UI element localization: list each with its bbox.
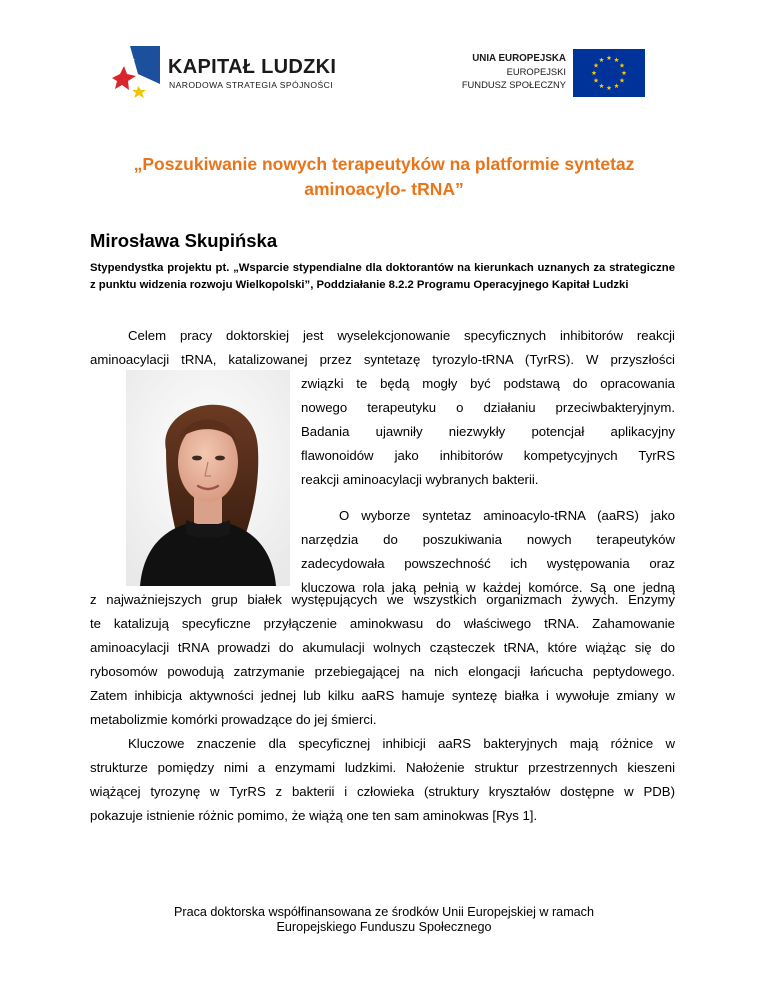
eu-line-2: EUROPEJSKI	[506, 66, 566, 77]
paragraph-line: te katalizują specyficzne przyłączenie aminokwasu do właściwego tRNA. Zahamowanie	[90, 616, 675, 631]
paragraph-line: narzędzia do poszukiwania nowych terapeutyków	[301, 532, 675, 547]
eu-flag	[573, 49, 645, 97]
document-title	[80, 152, 688, 202]
paragraph-line: metabolizmie komórki prowadzące do jej śmierci.	[90, 712, 377, 727]
paragraph-line: Celem pracy doktorskiej jest wyselekcjonowanie specyficznych inhibitorów reakcji	[128, 328, 675, 343]
paragraph-line: Zatem inhibicja aktywności jednej lub kilku aaRS hamuje syntezę białka i wywołuje zmiany w	[90, 688, 675, 703]
paragraph-line: aminoacylacji tRNA, katalizowanej przez syntetazę tyrozylo-tRNA (TyrRS). W przyszłości	[90, 352, 675, 367]
title-line-2: aminoacylo- tRNA”	[304, 179, 464, 199]
eu-line-1: UNIA EUROPEJSKA	[472, 53, 566, 64]
title-line-1: „Poszukiwanie nowych terapeutyków na platformie syntetaz	[133, 154, 635, 174]
eu-logo-text	[452, 52, 566, 91]
paragraph-line: wiążącej tyrozynę w TyrRS z bakterii i człowieka (struktury kryształów dostępne w PDB)	[90, 784, 675, 799]
paragraph-line: flawonoidów jako inhibitorów kompetycyjnych TyrRS	[301, 448, 675, 463]
portrait-photo	[126, 370, 290, 586]
paragraph-line: rybosomów powodują zatrzymanie przebiegającej na nich elongacji łańcucha peptydowego.	[90, 664, 675, 679]
paragraph-line: z najważniejszych grup białek występujących we wszystkich organizmach żywych. Enzymy	[90, 592, 675, 607]
paragraph-specificity	[90, 732, 675, 828]
paragraph-line: Kluczowe znaczenie dla specyficznej inhibicji aaRS bakteryjnych mają różnice w	[128, 736, 675, 751]
eu-line-3: FUNDUSZ SPOŁECZNY	[461, 79, 566, 90]
paragraph-line: reakcji aminoacylacji wybranych bakterii.	[301, 472, 539, 487]
paragraph-line: strukturze pomiędzy nimi a enzymami ludzkimi. Nałożenie struktur przestrzennych kieszeni	[90, 760, 675, 775]
paragraph-line: zadecydowała powszechność ich występowania oraz	[301, 556, 675, 571]
logo-red-star	[112, 66, 136, 90]
paragraph-intro	[90, 324, 675, 372]
footer-line-2: Europejskiego Funduszu Społecznego	[276, 920, 492, 934]
paragraph-line: O wyborze syntetaz aminoacylo-tRNA (aaRS) jako	[339, 508, 675, 523]
funding-note: Stypendystka projektu pt. „Wsparcie stypendialne dla doktorantów na kierunkach uznanych za strategiczne z punktu widzenia rozwoju Wielkopolski”, Poddziałanie 8.2.2 Programu Operacyjnego Kapitał Ludzki	[90, 262, 675, 291]
kapital-ludzki-subtitle: NARODOWA STRATEGIA SPÓJNOŚCI	[169, 80, 333, 90]
kapital-ludzki-title: KAPITAŁ LUDZKI	[168, 56, 337, 78]
logo-blue-shape	[130, 46, 160, 84]
paragraph-line: związki te będą mogły być podstawą do opracowania	[301, 376, 675, 391]
photo-wrap-text	[301, 372, 675, 600]
paragraph-aars	[90, 588, 675, 732]
footer-line-1: Praca doktorska współfinansowana ze środków Unii Europejskiej w ramach	[174, 905, 594, 919]
paragraph-line: pokazuje istnienie różnic pomimo, że wiążą one ten sam aminokwas [Rys 1].	[90, 808, 538, 823]
paragraph-line: aminoacylacji tRNA prowadzi do akumulacji wolnych cząsteczek tRNA, które wiążąc się do	[90, 640, 675, 655]
page-footer	[100, 905, 668, 935]
author-name: Mirosława Skupińska	[90, 230, 278, 251]
paragraph-line: nowego terapeutyku o działaniu przeciwbakteryjnym.	[301, 400, 675, 415]
logo-yellow-star	[132, 86, 146, 98]
logo-white-star	[118, 54, 135, 68]
paragraph-line: kluczowa rola jaką pełnią w każdej komórce. Są one jedną	[301, 580, 675, 595]
paragraph-line: Badania ujawniły niezwykły potencjał aplikacyjny	[301, 424, 675, 439]
